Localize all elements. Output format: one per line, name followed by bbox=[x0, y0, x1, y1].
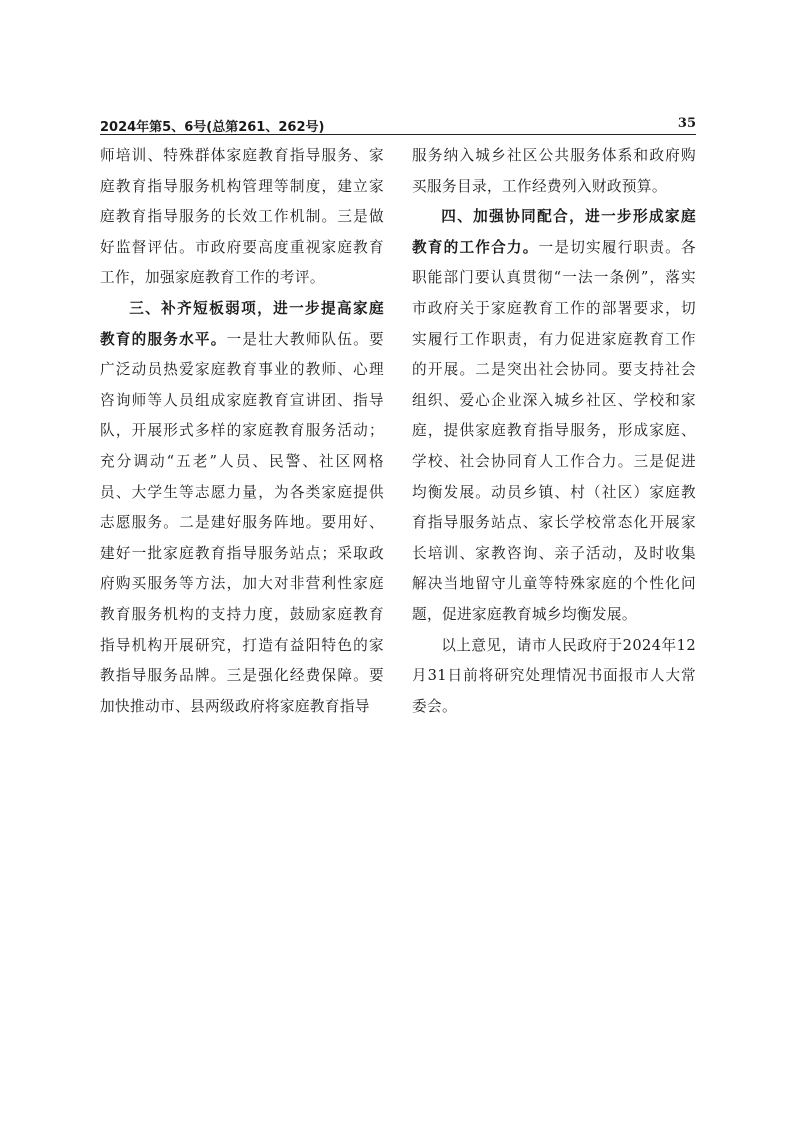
right-column bbox=[412, 141, 696, 722]
paragraph-section-four bbox=[412, 202, 696, 630]
page-number: 35 bbox=[677, 116, 696, 131]
section-body-four: 一是切实履行职责。各职能部门要认真贯彻“一法一条例”，落实市政府关于家庭教育工作的部署要求，切实履行工作职责，有力促进家庭教育工作的开展。二是突出社会协同。要支持社会组织、爱心企业深入城乡社区、学校和家庭，提供家庭教育指导服务，形成家庭、学校、社会协同育人工作合力。三是促进均衡发展。动员乡镇、村（社区）家庭教育指导服务站点、家长学校常态化开展家长培训、家教咨询、亲子活动，及时收集解决当地留守儿童等特殊家庭的个性化问题，促进家庭教育城乡均衡发展。 bbox=[412, 238, 696, 623]
section-heading-three: 三、补齐短板弱项，进一步提高家庭教育的服务水平。 bbox=[100, 299, 384, 348]
closing-paragraph: 以上意见，请市人民政府于2024年12月31日前将研究处理情况书面报市人大常委会。 bbox=[412, 636, 696, 715]
paragraph-continuation-right: 服务纳入城乡社区公共服务体系和政府购买服务目录，工作经费列入财政预算。 bbox=[412, 147, 696, 195]
section-heading-four: 四、加强协同配合，进一步形成家庭教育的工作合力。 bbox=[412, 208, 696, 256]
paragraph-continuation: 师培训、特殊群体家庭教育指导服务、家庭教育指导服务机构管理等制度，建立家庭教育指导服务的长效工作机制。三是做好监督评估。市政府要高度重视家庭教育工作，加强家庭教育工作的考评。 bbox=[100, 147, 384, 287]
running-header bbox=[100, 116, 696, 136]
section-body-three: 一是壮大教师队伍。要广泛动员热爱家庭教育事业的教师、心理咨询师等人员组成家庭教育宣讲团、指导队，开展形式多样的家庭教育服务活动；充分调动“五老”人员、民警、社区网格员、大学生等志愿力量，为各类家庭提供志愿服务。二是建好服务阵地。要用好、建好一批家庭教育指导服务站点；采取政府购买服务等方法，加大对非营利性家庭教育服务机构的支持力度，鼓励家庭教育指导机构开展研究，打造有益阳特色的家教指导服务品牌。三是强化经费保障。要加快推动市、县两级政府将家庭教育指导 bbox=[100, 330, 384, 715]
issue-label: 2024年第5、6号(总第261、262号) bbox=[100, 120, 325, 135]
left-column bbox=[100, 141, 384, 722]
header-rule bbox=[100, 134, 696, 135]
paragraph-section-three bbox=[100, 294, 384, 722]
